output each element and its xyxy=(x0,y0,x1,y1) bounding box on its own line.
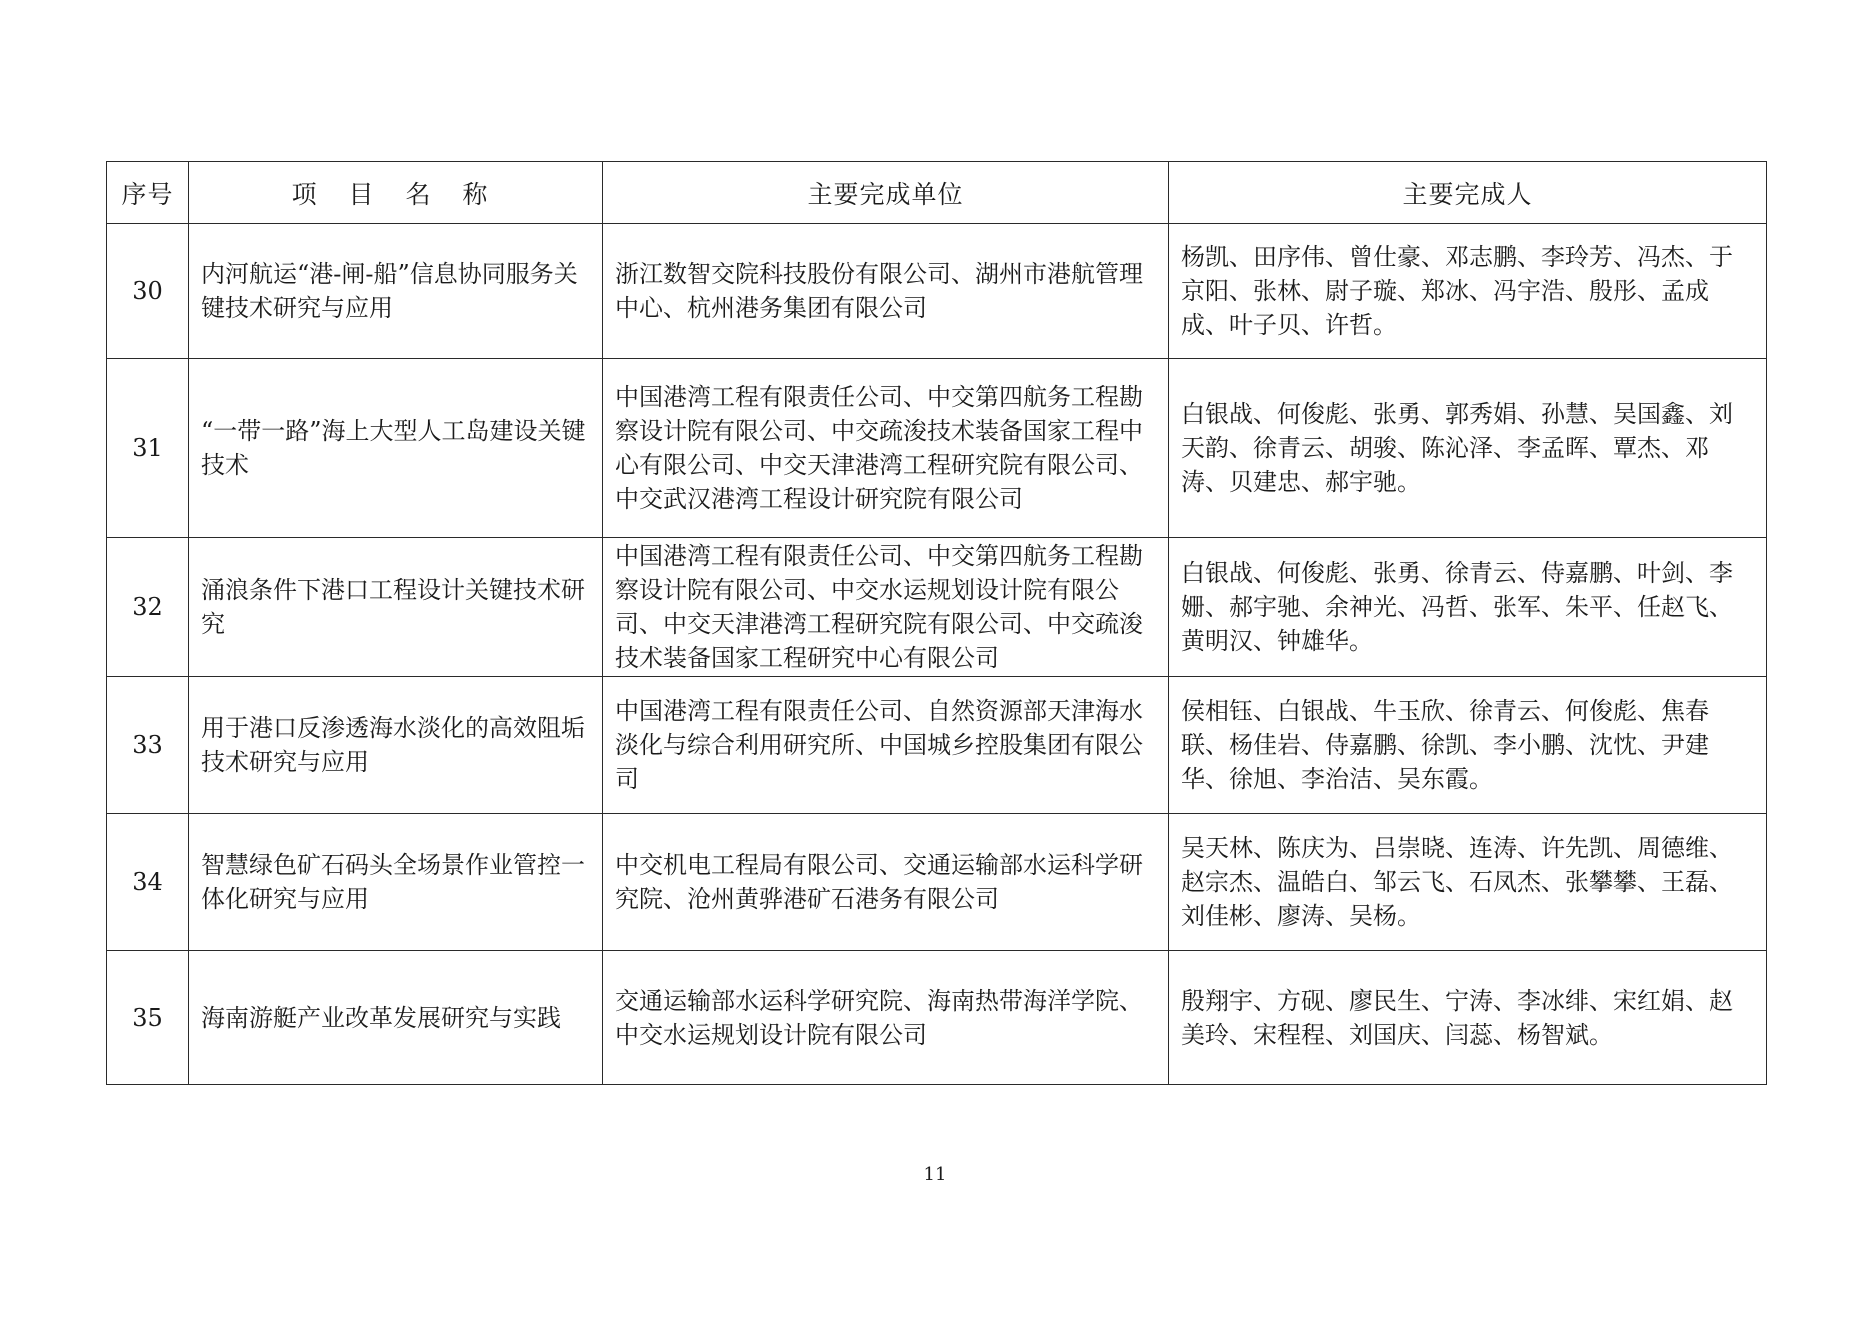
cell-main-units: 中国港湾工程有限责任公司、自然资源部天津海水淡化与综合利用研究所、中国城乡控股集团有限公司 xyxy=(603,677,1169,814)
header-main-persons: 主要完成人 xyxy=(1169,162,1767,224)
award-projects-table xyxy=(106,161,1767,1085)
table-row xyxy=(107,677,1767,814)
cell-serial-number: 30 xyxy=(107,224,189,359)
cell-serial-number: 34 xyxy=(107,814,189,951)
cell-project-name: 内河航运“港-闸-船”信息协同服务关键技术研究与应用 xyxy=(189,224,603,359)
cell-main-persons: 吴天林、陈庆为、吕崇晓、连涛、许先凯、周德维、赵宗杰、温皓白、邹云飞、石凤杰、张攀攀、王磊、刘佳彬、廖涛、吴杨。 xyxy=(1169,814,1767,951)
cell-main-units: 浙江数智交院科技股份有限公司、湖州市港航管理中心、杭州港务集团有限公司 xyxy=(603,224,1169,359)
cell-project-name: 用于港口反渗透海水淡化的高效阻垢技术研究与应用 xyxy=(189,677,603,814)
header-project-name: 项 目 名 称 xyxy=(189,162,603,224)
cell-serial-number: 35 xyxy=(107,951,189,1085)
cell-project-name: 涌浪条件下港口工程设计关键技术研究 xyxy=(189,538,603,677)
header-row xyxy=(107,162,1767,224)
cell-main-persons: 殷翔宇、方砚、廖民生、宁涛、李冰绯、宋红娟、赵美玲、宋程程、刘国庆、闫蕊、杨智斌。 xyxy=(1169,951,1767,1085)
cell-main-units: 中国港湾工程有限责任公司、中交第四航务工程勘察设计院有限公司、中交水运规划设计院有限公司、中交天津港湾工程研究院有限公司、中交疏浚技术装备国家工程研究中心有限公司 xyxy=(603,538,1169,677)
cell-main-units: 中交机电工程局有限公司、交通运输部水运科学研究院、沧州黄骅港矿石港务有限公司 xyxy=(603,814,1169,951)
header-serial-number: 序号 xyxy=(107,162,189,224)
table-row xyxy=(107,951,1767,1085)
table-header xyxy=(107,162,1767,224)
page-number: 11 xyxy=(923,1164,947,1185)
table-row xyxy=(107,224,1767,359)
cell-serial-number: 32 xyxy=(107,538,189,677)
cell-main-units: 交通运输部水运科学研究院、海南热带海洋学院、中交水运规划设计院有限公司 xyxy=(603,951,1169,1085)
cell-main-units: 中国港湾工程有限责任公司、中交第四航务工程勘察设计院有限公司、中交疏浚技术装备国家工程中心有限公司、中交天津港湾工程研究院有限公司、中交武汉港湾工程设计研究院有限公司 xyxy=(603,359,1169,538)
cell-main-persons: 白银战、何俊彪、张勇、郭秀娟、孙慧、吴国鑫、刘天韵、徐青云、胡骏、陈沁泽、李孟晖、覃杰、邓涛、贝建忠、郝宇驰。 xyxy=(1169,359,1767,538)
table-row xyxy=(107,359,1767,538)
cell-project-name: “一带一路”海上大型人工岛建设关键技术 xyxy=(189,359,603,538)
table-row xyxy=(107,538,1767,677)
cell-serial-number: 31 xyxy=(107,359,189,538)
cell-main-persons: 杨凯、田序伟、曾仕豪、邓志鹏、李玲芳、冯杰、于京阳、张林、尉子璇、郑冰、冯宇浩、殷彤、孟成成、叶子贝、许哲。 xyxy=(1169,224,1767,359)
header-main-units: 主要完成单位 xyxy=(603,162,1169,224)
cell-main-persons: 侯相钰、白银战、牛玉欣、徐青云、何俊彪、焦春联、杨佳岩、侍嘉鹏、徐凯、李小鹏、沈忱、尹建华、徐旭、李治洁、吴东霞。 xyxy=(1169,677,1767,814)
table-row xyxy=(107,814,1767,951)
table-body xyxy=(107,224,1767,1085)
cell-project-name: 海南游艇产业改革发展研究与实践 xyxy=(189,951,603,1085)
cell-main-persons: 白银战、何俊彪、张勇、徐青云、侍嘉鹏、叶剑、李姗、郝宇驰、余神光、冯哲、张军、朱平、任赵飞、黄明汉、钟雄华。 xyxy=(1169,538,1767,677)
cell-serial-number: 33 xyxy=(107,677,189,814)
cell-project-name: 智慧绿色矿石码头全场景作业管控一体化研究与应用 xyxy=(189,814,603,951)
